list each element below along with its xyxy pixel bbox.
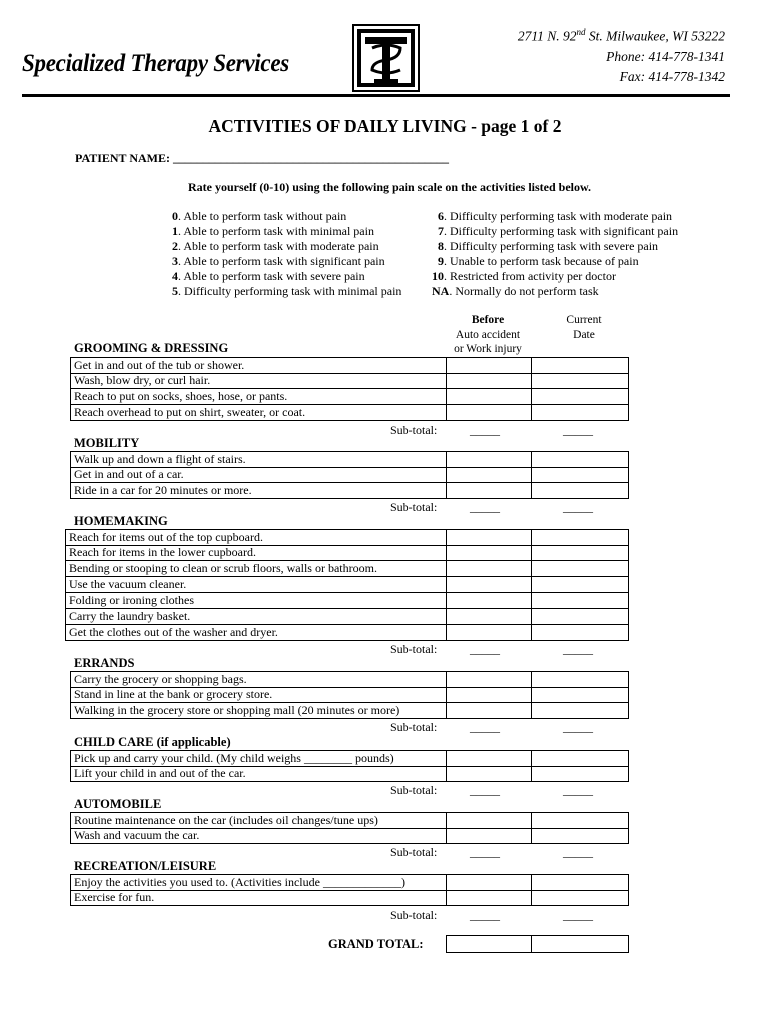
rating-before-cell[interactable]	[446, 703, 532, 719]
subtotal-label: Sub-total:	[390, 423, 438, 437]
instructions: Rate yourself (0-10) using the following pain scale on the activities listed below.	[188, 180, 591, 194]
subtotal-before-blank[interactable]: _____	[470, 423, 500, 437]
activity-row: Walk up and down a flight of stairs.	[70, 451, 447, 468]
activity-row: Exercise for fun.	[70, 890, 447, 906]
scale-item: 1. Able to perform task with minimal pain	[172, 224, 374, 239]
subtotal-current-blank[interactable]: _____	[563, 908, 593, 922]
rating-current-cell[interactable]	[531, 671, 629, 688]
scale-item: 3. Able to perform task with significant pain	[172, 254, 385, 269]
activity-row: Folding or ironing clothes	[65, 593, 447, 609]
rating-current-cell[interactable]	[531, 467, 629, 483]
rating-current-cell[interactable]	[531, 812, 629, 829]
rating-current-cell[interactable]	[531, 357, 629, 374]
rating-current-cell[interactable]	[531, 483, 629, 499]
fax-number: Fax: 414-778-1342	[619, 68, 725, 84]
subtotal-current-blank[interactable]: _____	[563, 845, 593, 859]
rating-before-cell[interactable]	[446, 593, 532, 609]
subtotal-before-blank[interactable]: _____	[470, 720, 500, 734]
subtotal-before-blank[interactable]: _____	[470, 908, 500, 922]
rating-before-cell[interactable]	[446, 874, 532, 891]
subtotal-before-blank[interactable]: _____	[470, 642, 500, 656]
rating-before-cell[interactable]	[446, 389, 532, 405]
section-title: AUTOMOBILE	[74, 797, 162, 811]
rating-before-cell[interactable]	[446, 609, 532, 625]
subtotal-before-blank[interactable]: _____	[470, 500, 500, 514]
activity-row: Wash, blow dry, or curl hair.	[70, 373, 447, 389]
subtotal-label: Sub-total:	[390, 720, 438, 734]
rating-current-cell[interactable]	[531, 545, 629, 561]
rating-before-cell[interactable]	[446, 890, 532, 906]
subtotal-current-blank[interactable]: _____	[563, 783, 593, 797]
activity-row: Reach overhead to put on shirt, sweater, or coat.	[70, 405, 447, 421]
rating-current-cell[interactable]	[531, 577, 629, 593]
rating-before-cell[interactable]	[446, 373, 532, 389]
scale-item: 6. Difficulty performing task with moderate pain	[438, 209, 673, 223]
activity-row: Pick up and carry your child. (My child weighs ________ pounds)	[70, 750, 447, 767]
activity-row: Ride in a car for 20 minutes or more.	[70, 483, 447, 499]
rating-before-cell[interactable]	[446, 766, 532, 782]
company-name: Specialized Therapy Services	[22, 50, 289, 77]
scale-item: 5. Difficulty performing task with minimal pain	[172, 284, 402, 299]
rating-before-cell[interactable]	[446, 483, 532, 499]
activity-row: Enjoy the activities you used to. (Activities include _____________)	[70, 874, 447, 891]
section-title: RECREATION/LEISURE	[74, 859, 217, 873]
rating-current-cell[interactable]	[531, 890, 629, 906]
patient-name-field[interactable]: PATIENT NAME: ______________________________________________	[75, 151, 450, 165]
section-title: HOMEMAKING	[74, 514, 168, 528]
activity-row: Get in and out of a car.	[70, 467, 447, 483]
current-column-header: Current Date	[566, 314, 602, 341]
activity-row: Routine maintenance on the car (includes oil changes/tune ups)	[70, 812, 447, 829]
rating-current-cell[interactable]	[531, 593, 629, 609]
activity-row: Get the clothes out of the washer and dryer.	[65, 625, 447, 641]
rating-current-cell[interactable]	[531, 766, 629, 782]
scale-item: 7. Difficulty performing task with significant pain	[438, 224, 679, 239]
grand-total-before-cell[interactable]	[446, 935, 532, 953]
section-title: ERRANDS	[74, 656, 135, 670]
grand-total-current-cell[interactable]	[531, 935, 629, 953]
rating-current-cell[interactable]	[531, 828, 629, 844]
section-title: GROOMING & DRESSING	[74, 341, 229, 355]
rating-current-cell[interactable]	[531, 750, 629, 767]
rating-current-cell[interactable]	[531, 561, 629, 577]
section-title: CHILD CARE (if applicable)	[74, 735, 231, 749]
rating-before-cell[interactable]	[446, 405, 532, 421]
rating-before-cell[interactable]	[446, 750, 532, 767]
subtotal-before-blank[interactable]: _____	[470, 783, 500, 797]
activity-row: Reach to put on socks, shoes, hose, or pants.	[70, 389, 447, 405]
rating-current-cell[interactable]	[531, 373, 629, 389]
rating-current-cell[interactable]	[531, 389, 629, 405]
scale-item: 2. Able to perform task with moderate pain	[172, 239, 379, 254]
activity-row: Carry the grocery or shopping bags.	[70, 671, 447, 688]
subtotal-label: Sub-total:	[390, 845, 438, 859]
rating-before-cell[interactable]	[446, 625, 532, 641]
section-title: MOBILITY	[74, 436, 140, 450]
pain-scale-right	[432, 209, 678, 300]
subtotal-label: Sub-total:	[390, 908, 438, 922]
street-address: 2711 N. 92nd St. Milwaukee, WI 53222	[517, 27, 725, 44]
address-block	[518, 22, 725, 87]
form-title: ACTIVITIES OF DAILY LIVING - page 1 of 2	[208, 116, 562, 136]
activity-row: Use the vacuum cleaner.	[65, 577, 447, 593]
activity-row: Reach for items in the lower cupboard.	[65, 545, 447, 561]
rating-current-cell[interactable]	[531, 687, 629, 703]
activity-row: Carry the laundry basket.	[65, 609, 447, 625]
subtotal-before-blank[interactable]: _____	[470, 845, 500, 859]
activity-row: Bending or stooping to clean or scrub floors, walls or bathroom.	[65, 561, 447, 577]
subtotal-current-blank[interactable]: _____	[563, 642, 593, 656]
rating-before-cell[interactable]	[446, 545, 532, 561]
rating-before-cell[interactable]	[446, 561, 532, 577]
rating-current-cell[interactable]	[531, 451, 629, 468]
scale-item: 9. Unable to perform task because of pain	[438, 254, 639, 269]
activity-row: Walking in the grocery store or shopping mall (20 minutes or more)	[70, 703, 447, 719]
subtotal-current-blank[interactable]: _____	[563, 720, 593, 734]
activity-row: Wash and vacuum the car.	[70, 828, 447, 844]
subtotal-current-blank[interactable]: _____	[563, 423, 593, 437]
rating-current-cell[interactable]	[531, 703, 629, 719]
rating-before-cell[interactable]	[446, 812, 532, 829]
subtotal-current-blank[interactable]: _____	[563, 500, 593, 514]
subtotal-label: Sub-total:	[390, 500, 438, 514]
grand-total-label: GRAND TOTAL:	[328, 937, 424, 951]
activity-row: Reach for items out of the top cupboard.	[65, 529, 447, 546]
rating-before-cell[interactable]	[446, 687, 532, 703]
rating-before-cell[interactable]	[446, 529, 532, 546]
subtotal-label: Sub-total:	[390, 783, 438, 797]
rating-current-cell[interactable]	[531, 405, 629, 421]
phone-number: Phone: 414-778-1341	[606, 48, 725, 64]
scale-item: NA. Normally do not perform task	[432, 284, 599, 299]
rating-current-cell[interactable]	[531, 529, 629, 546]
rating-current-cell[interactable]	[531, 874, 629, 891]
activity-row: Lift your child in and out of the car.	[70, 766, 447, 782]
activity-row: Stand in line at the bank or grocery store.	[70, 687, 447, 703]
rating-before-cell[interactable]	[446, 828, 532, 844]
rating-current-cell[interactable]	[531, 609, 629, 625]
pain-scale-left	[172, 209, 401, 300]
rating-current-cell[interactable]	[531, 625, 629, 641]
header-divider	[22, 94, 730, 97]
scale-item: 4. Able to perform task with severe pain	[172, 269, 365, 284]
rating-before-cell[interactable]	[446, 467, 532, 483]
before-column-header: Before Auto accident or Work injury	[454, 314, 522, 355]
rating-before-cell[interactable]	[446, 357, 532, 374]
company-logo-icon	[352, 24, 420, 92]
rating-before-cell[interactable]	[446, 671, 532, 688]
scale-item: 0. Able to perform task without pain	[172, 209, 347, 223]
subtotal-label: Sub-total:	[390, 642, 438, 656]
rating-before-cell[interactable]	[446, 577, 532, 593]
rating-before-cell[interactable]	[446, 451, 532, 468]
activity-row: Get in and out of the tub or shower.	[70, 357, 447, 374]
scale-item: 8. Difficulty performing task with severe pain	[438, 239, 659, 254]
scale-item: 10. Restricted from activity per doctor	[432, 269, 616, 284]
